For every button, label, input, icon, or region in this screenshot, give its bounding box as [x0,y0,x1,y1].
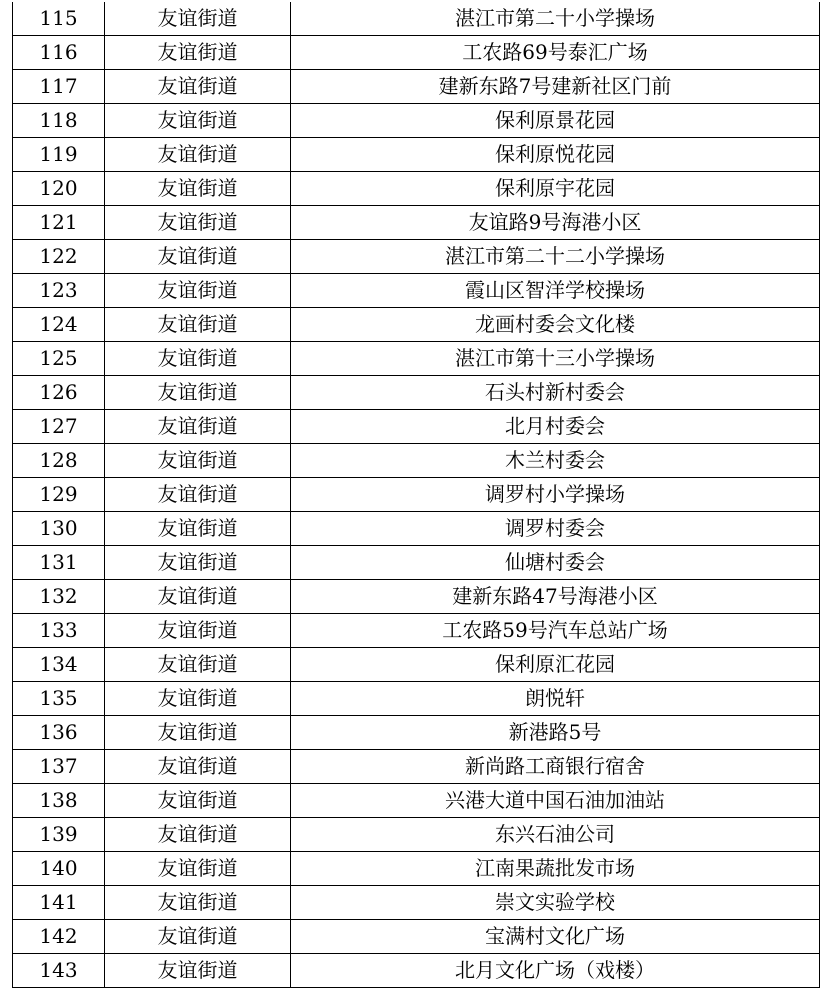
row-number-cell: 126 [13,376,105,410]
row-number-cell: 142 [13,920,105,954]
row-number-cell: 125 [13,342,105,376]
row-number-cell: 137 [13,750,105,784]
street-cell: 友谊街道 [105,172,291,206]
street-cell: 友谊街道 [105,682,291,716]
row-number-cell: 124 [13,308,105,342]
table-row [13,444,820,478]
table-body [13,2,820,988]
street-cell: 友谊街道 [105,206,291,240]
street-cell: 友谊街道 [105,36,291,70]
location-cell: 北月村委会 [291,410,820,444]
street-cell: 友谊街道 [105,104,291,138]
location-cell: 保利原悦花园 [291,138,820,172]
row-number-cell: 131 [13,546,105,580]
table-row [13,308,820,342]
location-cell: 仙塘村委会 [291,546,820,580]
row-number-cell: 120 [13,172,105,206]
location-cell: 龙画村委会文化楼 [291,308,820,342]
street-cell: 友谊街道 [105,376,291,410]
location-cell: 朗悦轩 [291,682,820,716]
table-row [13,648,820,682]
table-row [13,410,820,444]
street-cell: 友谊街道 [105,716,291,750]
street-cell: 友谊街道 [105,342,291,376]
row-number-cell: 123 [13,274,105,308]
location-cell: 兴港大道中国石油加油站 [291,784,820,818]
location-cell: 崇文实验学校 [291,886,820,920]
table-row [13,886,820,920]
row-number-cell: 115 [13,2,105,36]
table-row [13,376,820,410]
row-number-cell: 117 [13,70,105,104]
table-row [13,546,820,580]
table-row [13,682,820,716]
street-cell: 友谊街道 [105,138,291,172]
row-number-cell: 141 [13,886,105,920]
table-row [13,342,820,376]
street-cell: 友谊街道 [105,444,291,478]
street-cell: 友谊街道 [105,410,291,444]
street-cell: 友谊街道 [105,614,291,648]
location-cell: 宝满村文化广场 [291,920,820,954]
table-row [13,206,820,240]
row-number-cell: 130 [13,512,105,546]
row-number-cell: 121 [13,206,105,240]
location-cell: 湛江市第二十二小学操场 [291,240,820,274]
table-row [13,750,820,784]
street-cell: 友谊街道 [105,70,291,104]
table-row [13,172,820,206]
table-row [13,818,820,852]
row-number-cell: 122 [13,240,105,274]
street-cell: 友谊街道 [105,954,291,988]
street-cell: 友谊街道 [105,478,291,512]
location-cell: 建新东路47号海港小区 [291,580,820,614]
row-number-cell: 118 [13,104,105,138]
location-cell: 木兰村委会 [291,444,820,478]
location-cell: 新港路5号 [291,716,820,750]
table-row [13,478,820,512]
street-cell: 友谊街道 [105,2,291,36]
location-cell: 东兴石油公司 [291,818,820,852]
street-cell: 友谊街道 [105,580,291,614]
table-row [13,716,820,750]
row-number-cell: 139 [13,818,105,852]
location-cell: 调罗村委会 [291,512,820,546]
location-cell: 江南果蔬批发市场 [291,852,820,886]
row-number-cell: 129 [13,478,105,512]
row-number-cell: 135 [13,682,105,716]
row-number-cell: 140 [13,852,105,886]
table-row [13,36,820,70]
row-number-cell: 138 [13,784,105,818]
street-cell: 友谊街道 [105,512,291,546]
table-row [13,784,820,818]
table-row [13,240,820,274]
location-cell: 湛江市第二十小学操场 [291,2,820,36]
table-row [13,512,820,546]
location-cell: 友谊路9号海港小区 [291,206,820,240]
location-cell: 石头村新村委会 [291,376,820,410]
location-cell: 调罗村小学操场 [291,478,820,512]
row-number-cell: 136 [13,716,105,750]
table-row [13,580,820,614]
street-cell: 友谊街道 [105,274,291,308]
location-cell: 霞山区智洋学校操场 [291,274,820,308]
street-cell: 友谊街道 [105,546,291,580]
row-number-cell: 133 [13,614,105,648]
street-cell: 友谊街道 [105,852,291,886]
row-number-cell: 116 [13,36,105,70]
row-number-cell: 128 [13,444,105,478]
street-cell: 友谊街道 [105,920,291,954]
street-cell: 友谊街道 [105,784,291,818]
table-row [13,104,820,138]
location-cell: 工农路69号泰汇广场 [291,36,820,70]
street-cell: 友谊街道 [105,308,291,342]
row-number-cell: 119 [13,138,105,172]
table-row [13,852,820,886]
row-number-cell: 127 [13,410,105,444]
location-cell: 北月文化广场（戏楼） [291,954,820,988]
street-cell: 友谊街道 [105,240,291,274]
location-cell: 新尚路工商银行宿舍 [291,750,820,784]
street-cell: 友谊街道 [105,750,291,784]
street-cell: 友谊街道 [105,886,291,920]
row-number-cell: 134 [13,648,105,682]
street-cell: 友谊街道 [105,818,291,852]
location-cell: 建新东路7号建新社区门前 [291,70,820,104]
street-cell: 友谊街道 [105,648,291,682]
table-row [13,920,820,954]
table-row [13,70,820,104]
table-row [13,614,820,648]
locations-table [12,2,820,988]
location-cell: 保利原汇花园 [291,648,820,682]
row-number-cell: 132 [13,580,105,614]
location-cell: 保利原景花园 [291,104,820,138]
table-row [13,954,820,988]
location-cell: 湛江市第十三小学操场 [291,342,820,376]
table-row [13,138,820,172]
location-cell: 工农路59号汽车总站广场 [291,614,820,648]
table-row [13,274,820,308]
location-cell: 保利原宇花园 [291,172,820,206]
table-row [13,2,820,36]
row-number-cell: 143 [13,954,105,988]
